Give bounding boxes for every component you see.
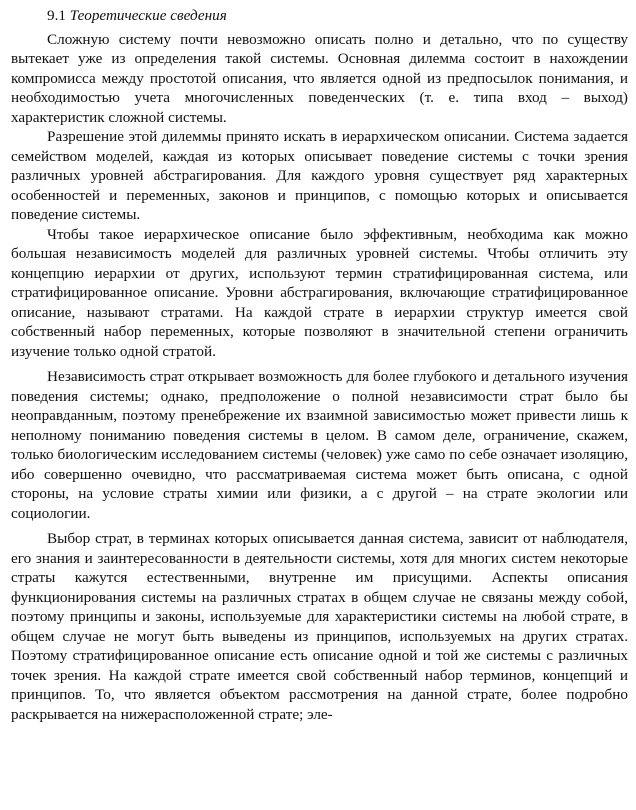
paragraph-1: Сложную систему почти невозможно описать полно и детально, что по существу вытекает уже из определения такой системы. Основная дилемма состоит в нахождении компромисса между простотой описания, что является одной из предпосылок понимания, и необходимостью учета многочисленных поведенческих (т. е. типа вход – выход) характеристик сложной системы. [11, 30, 628, 126]
paragraph-4: Независимость страт открывает возможность для более глубокого и детального изучения поведения системы; однако, предположение о полной независимости страт было бы неоправданным, поэтому пренебрежение их взаимной зависимостью может привести лишь к неполному пониманию поведения системы в целом. В самом деле, ограничение, скажем, только биологическим исследованием системы (человек) уже само по себе означает изоляцию, ибо совершенно очевидно, что рассматриваемая система может быть описана, с одной стороны, на условие страты химии или физики, а с другой – на страте экологии или социологии. [11, 368, 628, 522]
paragraph-2: Разрешение этой дилеммы принято искать в иерархическом описании. Система задается семейством моделей, каждая из которых описывает поведение системы с точки зрения различных уровней абстрагирования. Для каждого уровня существует ряд характерных особенностей и переменных, законов и принципов, с помощью которых и описывается поведение системы. [11, 128, 628, 223]
section-heading [47, 6, 628, 26]
section-number: 9.1 [47, 7, 66, 24]
paragraph-3: Чтобы такое иерархическое описание было эффективным, необходима как можно большая независимость моделей для различных уровней системы. Чтобы отличить эту концепцию иерархии от других, используют термин стратифицированная система, или стратифицированное описание. Уровни абстрагирования, включающие стратифицированное описание, называют стратами. На каждой страте в иерархии структур имеется свой собственный набор переменных, которые позволяют в значительной степени ограничить изучение только одной стратой. [11, 225, 628, 360]
section-title: Теоретические сведения [69, 7, 227, 24]
paragraph-5: Выбор страт, в терминах которых описывается данная система, зависит от наблюдателя, его знания и заинтересованности в деятельности системы, хотя для многих систем некоторые страты кажутся естественными, внутренне им присущими. Аспекты описания функционирования системы на различных стратах в общем случае не связаны между собой, поэтому принципы и законы, используемые для характеристики системы на любой страте, в общем случае не могут быть выведены из принципов, используемых на других стратах. Поэтому стратифицированное описание есть описание одной и той же системы с различных точек зрения. На каждой страте имеется свой собственный набор терминов, концепций и принципов. То, что является объектом рассмотрения на данной страте, более подробно раскрывается на нижерасположенной страте; эле- [11, 530, 628, 723]
